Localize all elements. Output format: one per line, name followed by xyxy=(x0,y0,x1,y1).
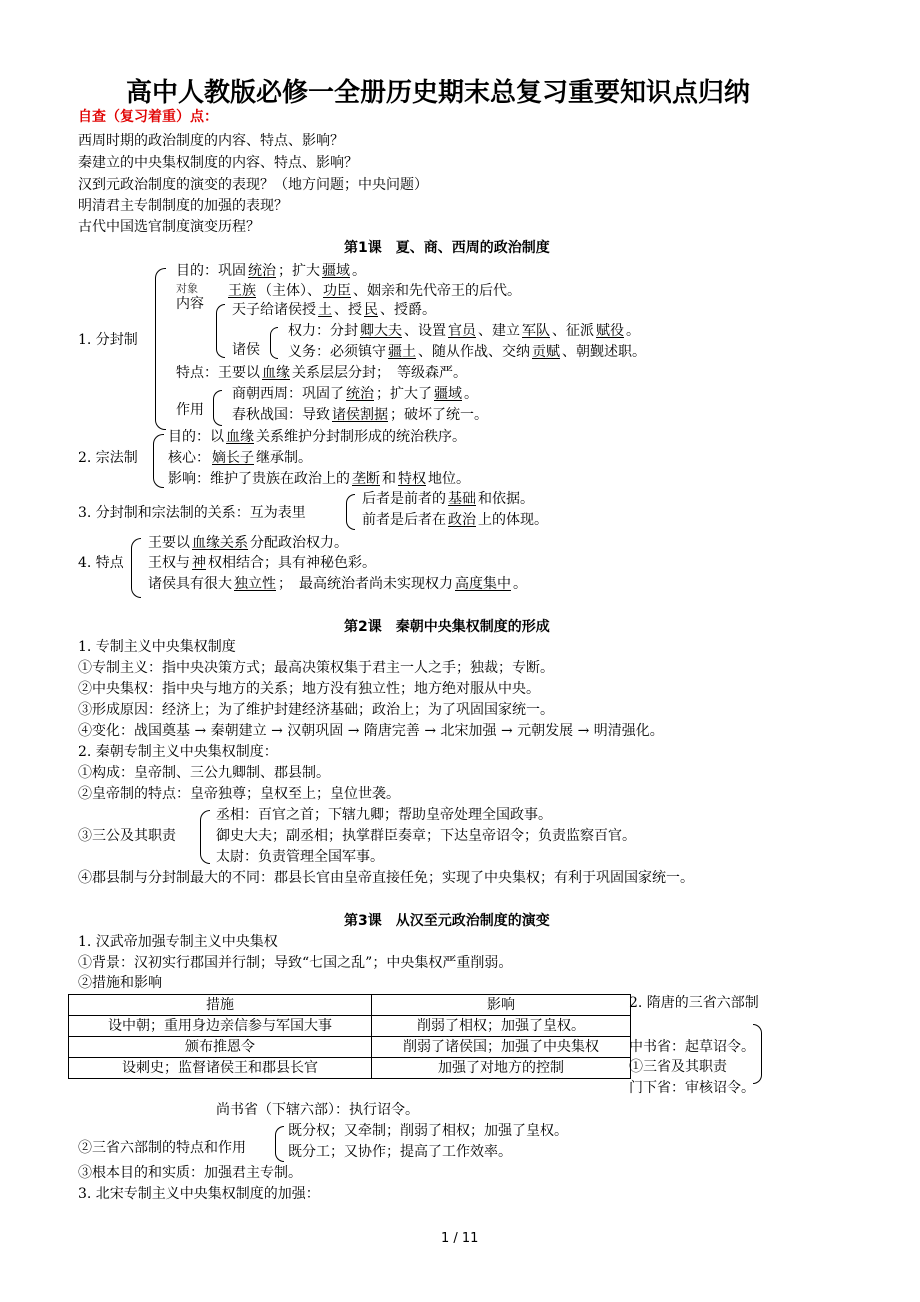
fengjian-object: 王族 （主体）、 功臣 、姻亲和先代帝王的后代。 xyxy=(228,283,521,299)
table-cell: 削弱了诸侯国；加强了中央集权 xyxy=(372,1037,631,1058)
menxia: 门下省：审核诏令。 xyxy=(629,1080,755,1096)
zongfa-label: 2. 宗法制 xyxy=(78,450,138,466)
table-header-cell: 影响 xyxy=(372,995,631,1016)
lesson-2-title: 第2课 秦朝中央集权制度的形成 xyxy=(344,619,550,635)
shangshu: 尚书省（下辖六部）：执行诏令。 xyxy=(216,1102,419,1118)
sangong-item: 太尉：负责管理全国军事。 xyxy=(216,849,384,865)
review-heading: 自查（复习着重）点： xyxy=(78,109,218,125)
review-question: 秦建立的中央集权制度的内容、特点、影响？ xyxy=(78,155,358,171)
brace xyxy=(131,538,141,598)
table-header-cell: 措施 xyxy=(69,995,372,1016)
l2-heading: 1. 专制主义中央集权制度 xyxy=(78,639,236,655)
zhongshu: 中书省：起草诏令。 xyxy=(629,1039,755,1055)
table-row xyxy=(69,1016,631,1037)
zhuhou-label: 诸侯 xyxy=(232,342,260,358)
feature-2: 王权与 神 权相结合；具有神秘色彩。 xyxy=(148,555,376,571)
table-row xyxy=(69,1037,631,1058)
features-effects-item: 既分权；又牵制；削弱了相权；加强了皇权。 xyxy=(288,1123,568,1139)
l2-paragraph: ①构成：皇帝制、三公九卿制、郡县制。 xyxy=(78,765,330,781)
measures-table xyxy=(68,994,631,1079)
brace xyxy=(216,304,225,358)
review-question: 汉到元政治制度的演变的表现？（地方问题；中央问题） xyxy=(78,177,428,193)
tianzi-grant: 天子给诸侯授 土 、授 民 、授爵。 xyxy=(232,302,436,318)
sangong-label: ③三公及其职责 xyxy=(78,828,176,844)
table-row xyxy=(69,995,631,1016)
lesson-3-title: 第3课 从汉至元政治制度的演变 xyxy=(344,913,550,929)
features-effects-label: ②三省六部制的特点和作用 xyxy=(78,1140,246,1156)
review-question: 古代中国选官制度演变历程？ xyxy=(78,219,260,235)
brace xyxy=(346,494,355,530)
sangong-item: 御史大夫；副丞相；执掌群臣奏章；下达皇帝诏令；负责监察百官。 xyxy=(216,828,636,844)
fengjian-label: 1. 分封制 xyxy=(78,332,138,348)
relation-1: 后者是前者的 基础 和依据。 xyxy=(362,491,534,507)
feature-1: 王要以 血缘关系 分配政治权力。 xyxy=(148,535,348,551)
table-cell: 设刺史；监督诸侯王和郡县长官 xyxy=(69,1058,372,1079)
effect-shang-zhou: 商朝西周：巩固了 统治 ；扩大了 疆域 。 xyxy=(232,386,478,402)
page-number: 1 / 11 xyxy=(441,1231,479,1246)
sangong-item: 丞相：百官之首；下辖九卿；帮助皇帝处理全国政事。 xyxy=(216,807,552,823)
brace xyxy=(213,390,222,426)
fengjian-content-label: 内容 xyxy=(176,296,204,312)
lesson-1-title: 第1课 夏、商、西周的政治制度 xyxy=(344,240,550,256)
zongfa-influence: 影响：维护了贵族在政治上的 垄断 和 特权 地位。 xyxy=(168,471,470,487)
brace xyxy=(275,1126,284,1162)
table-row xyxy=(69,1058,631,1079)
l3-paragraph: ②措施和影响 xyxy=(78,975,162,991)
fengjian-aim: 目的：巩固 统治 ；扩大 疆域 。 xyxy=(176,263,366,279)
l2-paragraph: ②皇帝制的特点：皇帝独尊；皇权至上；皇位世袭。 xyxy=(78,786,400,802)
table-cell: 颁布推恩令 xyxy=(69,1037,372,1058)
brace xyxy=(200,810,210,864)
features-effects-item: 既分工；又协作；提高了工作效率。 xyxy=(288,1144,512,1160)
brace xyxy=(153,434,164,488)
zongfa-core: 核心： 嫡长子 继承制。 xyxy=(168,450,312,466)
relation-2: 前者是后者在 政治 上的体现。 xyxy=(362,512,548,528)
l2-heading: 2. 秦朝专制主义中央集权制度： xyxy=(78,744,278,760)
l3-paragraph: ①背景：汉初实行郡国并行制；导致“七国之乱”；中央集权严重削弱。 xyxy=(78,955,513,971)
suitang-heading: 2. 隋唐的三省六部制 xyxy=(629,995,759,1011)
l3-heading: 1. 汉武帝加强专制主义中央集权 xyxy=(78,934,278,950)
zhuhou-duty: 义务：必须镇守 疆土 、随从作战、交纳 贡赋 、朝觐述职。 xyxy=(288,344,646,360)
fengjian-feature: 特点：王要以 血缘 关系层层分封； 等级森严。 xyxy=(176,365,467,381)
review-question: 西周时期的政治制度的内容、特点、影响？ xyxy=(78,133,344,149)
fengjian-object-label: 对象 xyxy=(176,282,198,295)
sansheng-label: ①三省及其职责 xyxy=(629,1059,727,1075)
l3-heading: 3. 北宋专制主义中央集权制度的加强： xyxy=(78,1186,320,1202)
l2-paragraph: ②中央集权：指中央与地方的关系；地方没有独立性；地方绝对服从中央。 xyxy=(78,681,540,697)
l2-paragraph: ④郡县制与分封制最大的不同：郡县长官由皇帝直接任免；实现了中央集权；有利于巩固国家统一。 xyxy=(78,870,694,886)
relation-label: 3. 分封制和宗法制的关系：互为表里 xyxy=(78,505,306,521)
l2-paragraph: ④变化：战国奠基 → 秦朝建立 → 汉朝巩固 → 隋唐完善 → 北宋加强 → 元朝发展 → 明清强化。 xyxy=(78,723,664,739)
zhuhou-power: 权力：分封 卿大夫 、设置 官员 、建立 军队 、征派 赋役 。 xyxy=(288,323,640,339)
table-cell: 削弱了相权；加强了皇权。 xyxy=(372,1016,631,1037)
fengjian-effect-label: 作用 xyxy=(176,402,204,418)
brace xyxy=(155,268,166,430)
review-question: 明清君主专制制度的加强的表现？ xyxy=(78,198,288,214)
effect-chunqiu: 春秋战国：导致 诸侯割据 ；破坏了统一。 xyxy=(232,407,488,423)
feature-3: 诸侯具有很大 独立性 ； 最高统治者尚未实现权力 高度集中 。 xyxy=(148,576,527,592)
l3-paragraph: ③根本目的和实质：加强君主专制。 xyxy=(78,1165,302,1181)
l2-paragraph: ③形成原因：经济上；为了维护封建经济基础；政治上；为了巩固国家统一。 xyxy=(78,702,554,718)
table-cell: 加强了对地方的控制 xyxy=(372,1058,631,1079)
l2-paragraph: ①专制主义：指中央决策方式；最高决策权集于君主一人之手；独裁；专断。 xyxy=(78,660,554,676)
brace xyxy=(270,327,278,359)
features-label: 4. 特点 xyxy=(78,555,124,571)
page-title: 高中人教版必修一全册历史期末总复习重要知识点归纳 xyxy=(126,78,751,108)
zongfa-aim: 目的：以 血缘 关系维护分封制形成的统治秩序。 xyxy=(168,429,466,445)
table-cell: 设中朝；重用身边亲信参与军国大事 xyxy=(69,1016,372,1037)
